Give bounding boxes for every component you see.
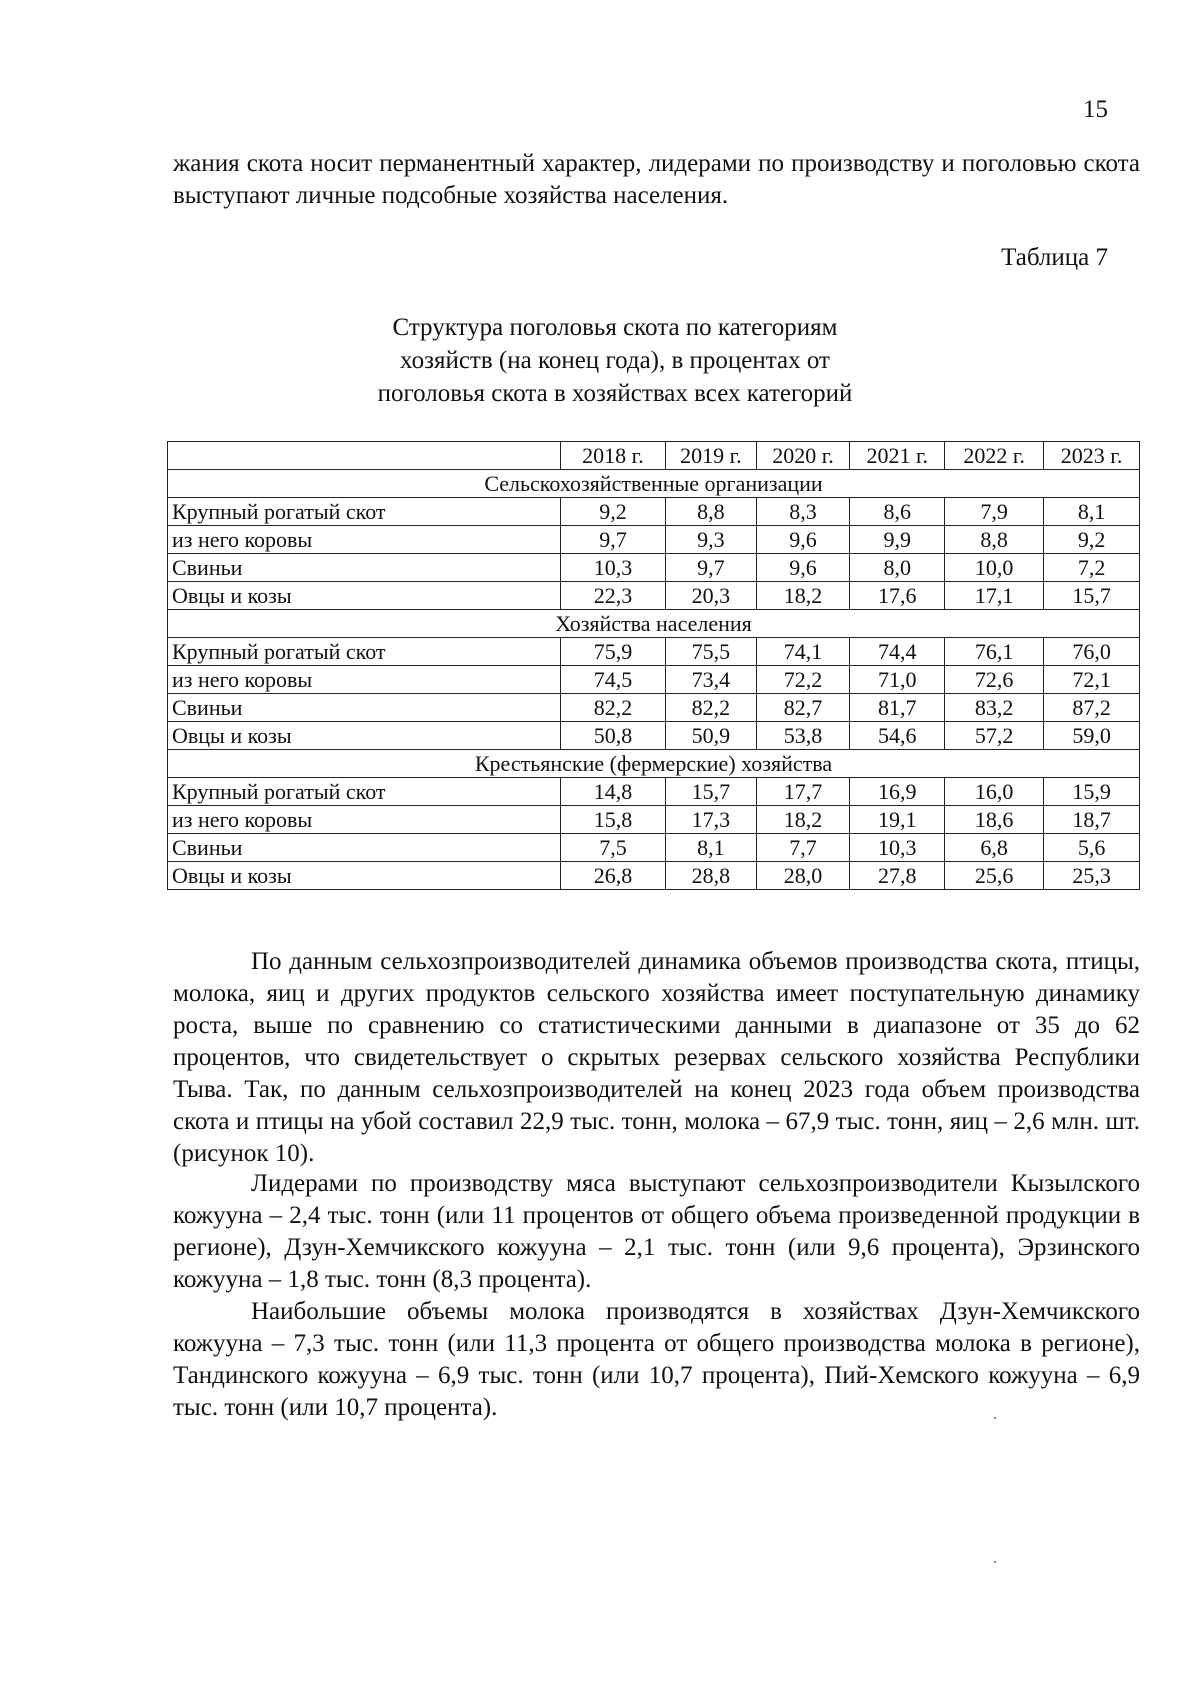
table-label: Таблица 7 [1001, 244, 1108, 271]
value-cell: 18,2 [756, 806, 850, 834]
value-cell: 57,2 [945, 722, 1044, 750]
value-cell: 20,3 [666, 582, 757, 610]
value-cell: 76,1 [945, 638, 1044, 666]
value-cell: 54,6 [850, 722, 945, 750]
year-header: 2023 г. [1044, 442, 1140, 470]
table-row [168, 638, 1140, 666]
value-cell: 10,3 [560, 554, 665, 582]
section-title: Хозяйства населения [168, 610, 1140, 638]
year-header: 2021 г. [850, 442, 945, 470]
value-cell: 8,8 [945, 526, 1044, 554]
value-cell: 83,2 [945, 694, 1044, 722]
value-cell: 17,7 [756, 778, 850, 806]
value-cell: 8,3 [756, 498, 850, 526]
table-row [168, 722, 1140, 750]
table-row [168, 806, 1140, 834]
value-cell: 59,0 [1044, 722, 1140, 750]
scan-speck [994, 1417, 996, 1419]
header-empty-cell [168, 442, 561, 470]
year-header: 2020 г. [756, 442, 850, 470]
intro-paragraph: жания скота носит перманентный характер, лидерами по производству и поголовью скота выступают личные подсобные хозяйства населения. [173, 150, 1140, 209]
value-cell: 14,8 [560, 778, 665, 806]
value-cell: 82,7 [756, 694, 850, 722]
table-row [168, 778, 1140, 806]
value-cell: 7,2 [1044, 554, 1140, 582]
table-row [168, 582, 1140, 610]
livestock-structure-table [167, 441, 1140, 890]
value-cell: 7,9 [945, 498, 1044, 526]
value-cell: 72,1 [1044, 666, 1140, 694]
row-label: из него коровы [168, 806, 561, 834]
value-cell: 50,8 [560, 722, 665, 750]
table-row [168, 834, 1140, 862]
value-cell: 17,1 [945, 582, 1044, 610]
value-cell: 72,2 [756, 666, 850, 694]
value-cell: 50,9 [666, 722, 757, 750]
value-cell: 53,8 [756, 722, 850, 750]
page-number: 15 [1083, 96, 1108, 123]
paragraph-meat-leaders: Лидерами по производству мяса выступают сельхозпроизводители Кызылского кожууна – 2,4 тыс. тонн (или 11 процентов от общего объема произведенной продукции в регионе), Дзун-Хемчикского кожууна – 2,1 тыс. тонн (или 9,6 процента), Эрзинского кожууна – 1,8 тыс. тонн (8,3 процента). [173, 1170, 1140, 1293]
table-header-row [168, 442, 1140, 470]
table-row [168, 498, 1140, 526]
value-cell: 25,3 [1044, 862, 1140, 890]
value-cell: 6,8 [945, 834, 1044, 862]
value-cell: 74,5 [560, 666, 665, 694]
value-cell: 73,4 [666, 666, 757, 694]
table-row [168, 526, 1140, 554]
row-label: Овцы и козы [168, 862, 561, 890]
value-cell: 72,6 [945, 666, 1044, 694]
paragraph-milk-volumes: Наибольшие объемы молока производятся в хозяйствах Дзун-Хемчикского кожууна – 7,3 тыс. тонн (или 11,3 процента от общего производства молока в регионе), Тандинского кожууна – 6,9 тыс. тонн (или 10,7 процента), Пий-Хемского кожууна – 6,9 тыс. тонн (или 10,7 процента). [173, 1298, 1140, 1421]
row-label: из него коровы [168, 666, 561, 694]
value-cell: 15,8 [560, 806, 665, 834]
value-cell: 9,2 [1044, 526, 1140, 554]
value-cell: 22,3 [560, 582, 665, 610]
value-cell: 18,2 [756, 582, 850, 610]
value-cell: 15,9 [1044, 778, 1140, 806]
value-cell: 27,8 [850, 862, 945, 890]
value-cell: 9,6 [756, 526, 850, 554]
value-cell: 7,5 [560, 834, 665, 862]
section-row [168, 610, 1140, 638]
value-cell: 8,8 [666, 498, 757, 526]
table-title-line: поголовья скота в хозяйствах всех категорий [377, 380, 853, 407]
value-cell: 28,8 [666, 862, 757, 890]
value-cell: 87,2 [1044, 694, 1140, 722]
section-row [168, 750, 1140, 778]
value-cell: 74,4 [850, 638, 945, 666]
value-cell: 15,7 [666, 778, 757, 806]
value-cell: 5,6 [1044, 834, 1140, 862]
table-row [168, 862, 1140, 890]
value-cell: 75,9 [560, 638, 665, 666]
value-cell: 9,3 [666, 526, 757, 554]
row-label: Овцы и козы [168, 582, 561, 610]
value-cell: 26,8 [560, 862, 665, 890]
value-cell: 16,0 [945, 778, 1044, 806]
value-cell: 28,0 [756, 862, 850, 890]
value-cell: 17,3 [666, 806, 757, 834]
row-label: Свиньи [168, 834, 561, 862]
value-cell: 9,7 [560, 526, 665, 554]
year-header: 2019 г. [666, 442, 757, 470]
section-title: Сельскохозяйственные организации [168, 470, 1140, 498]
value-cell: 8,6 [850, 498, 945, 526]
value-cell: 17,6 [850, 582, 945, 610]
table-row [168, 554, 1140, 582]
row-label: из него коровы [168, 526, 561, 554]
value-cell: 81,7 [850, 694, 945, 722]
year-header: 2018 г. [560, 442, 665, 470]
value-cell: 18,6 [945, 806, 1044, 834]
value-cell: 8,1 [1044, 498, 1140, 526]
table-row [168, 666, 1140, 694]
section-title: Крестьянские (фермерские) хозяйства [168, 750, 1140, 778]
value-cell: 74,1 [756, 638, 850, 666]
value-cell: 75,5 [666, 638, 757, 666]
value-cell: 9,2 [560, 498, 665, 526]
row-label: Свиньи [168, 694, 561, 722]
value-cell: 8,0 [850, 554, 945, 582]
value-cell: 76,0 [1044, 638, 1140, 666]
value-cell: 82,2 [560, 694, 665, 722]
value-cell: 71,0 [850, 666, 945, 694]
row-label: Овцы и козы [168, 722, 561, 750]
row-label: Крупный рогатый скот [168, 778, 561, 806]
row-label: Крупный рогатый скот [168, 498, 561, 526]
table-body [168, 442, 1140, 890]
value-cell: 18,7 [1044, 806, 1140, 834]
table-title-line: хозяйств (на конец года), в процентах от [400, 347, 830, 374]
scan-speck [994, 1561, 996, 1563]
row-label: Свиньи [168, 554, 561, 582]
value-cell: 16,9 [850, 778, 945, 806]
value-cell: 9,6 [756, 554, 850, 582]
year-header: 2022 г. [945, 442, 1044, 470]
row-label: Крупный рогатый скот [168, 638, 561, 666]
value-cell: 19,1 [850, 806, 945, 834]
paragraph-production-dynamics: По данным сельхозпроизводителей динамика объемов производства скота, птицы, молока, яиц и других продуктов сельского хозяйства имеет поступательную динамику роста, выше по сравнению со статистическими данными в диапазоне от 35 до 62 процентов, что свидетельствует о скрытых резервах сельского хозяйства Республики Тыва. Так, по данным сельхозпроизводителей на конец 2023 года объем производства скота и птицы на убой составил 22,9 тыс. тонн, молока – 67,9 тыс. тонн, яиц – 2,6 млн. шт. (рисунок 10). [173, 948, 1140, 1167]
value-cell: 9,7 [666, 554, 757, 582]
table-title-line: Структура поголовья скота по категориям [392, 314, 838, 341]
value-cell: 15,7 [1044, 582, 1140, 610]
value-cell: 10,0 [945, 554, 1044, 582]
value-cell: 9,9 [850, 526, 945, 554]
value-cell: 7,7 [756, 834, 850, 862]
value-cell: 8,1 [666, 834, 757, 862]
table-title [330, 311, 900, 410]
section-row [168, 470, 1140, 498]
value-cell: 82,2 [666, 694, 757, 722]
value-cell: 25,6 [945, 862, 1044, 890]
table-row [168, 694, 1140, 722]
value-cell: 10,3 [850, 834, 945, 862]
